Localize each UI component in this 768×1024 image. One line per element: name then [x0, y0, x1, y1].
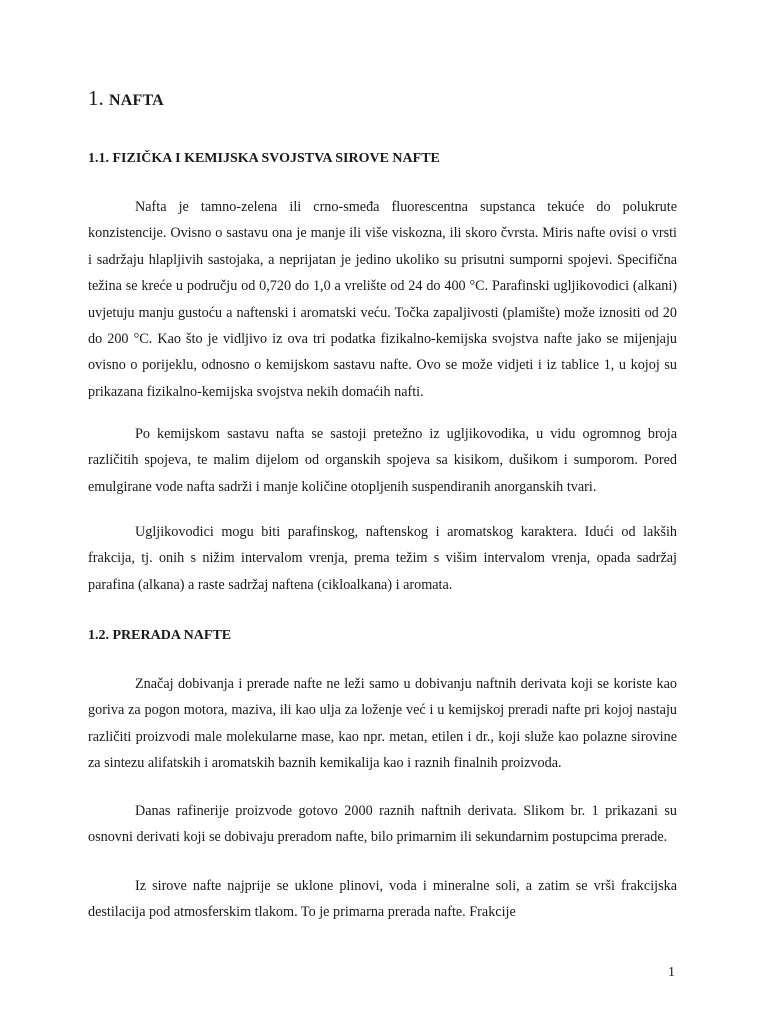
paragraph-1-1-c: Ugljikovodici mogu biti parafinskog, naftenskog i aromatskog karaktera. Idući od lakših frakcija, tj. onih s nižim intervalom vrenja, prema težim s višim intervalom vrenja, opada sadržaj parafina (alkana) a raste sadržaj naftena (cikloalkana) i aromata.	[88, 524, 677, 593]
document-page	[88, 0, 677, 1024]
paragraph-1-2-b: Danas rafinerije proizvode gotovo 2000 raznih naftnih derivata. Slikom br. 1 prikazani su osnovni derivati koji se dobivaju preradom nafte, bilo primarnim ili sekundarnim postupcima prerade.	[88, 803, 677, 846]
page-number: 1	[668, 965, 675, 980]
chapter-name: NAFTA	[109, 92, 164, 109]
chapter-number: 1.	[88, 86, 104, 110]
paragraph-1-2-a: Značaj dobivanja i prerade nafte ne leži samo u dobivanju naftnih derivata koji se koriste kao goriva za pogon motora, maziva, ili kao ulja za loženje već i u kemijskoj preradi nafte pri kojoj nastaju različiti proizvodi male molekularne mase, kao npr. metan, etilen i dr., koji služe kao polazne sirovine za sintezu alifatskih i aromatskih baznih kemikalija kao i raznih finalnih proizvoda.	[88, 676, 677, 772]
section-heading-1-2: 1.2. PRERADA NAFTE	[88, 628, 232, 643]
paragraph-1-1-b: Po kemijskom sastavu nafta se sastoji pretežno iz ugljikovodika, u vidu ogromnog broja različitih spojeva, te malim dijelom od organskih spojeva sa kisikom, dušikom i sumporom. Pored emulgirane vode nafta sadrži i manje količine otopljenih suspendiranih anorganskih tvari.	[88, 426, 677, 495]
chapter-title	[88, 84, 164, 115]
paragraph-1-2-c: Iz sirove nafte najprije se uklone plinovi, voda i mineralne soli, a zatim se vrši frakcijska destilacija pod atmosferskim tlakom. To je primarna prerada nafte. Frakcije	[88, 878, 677, 921]
paragraph-1-1-a: Nafta je tamno-zelena ili crno-smeđa fluorescentna supstanca tekuće do polukrute konzistencije. Ovisno o sastavu ona je manje ili više viskozna, ili skoro čvrsta. Miris nafte ovisi o vrsti i sadržaju hlapljivih sastojaka, a neprijatan je jedino ukoliko su prisutni sumporni spojevi. Specifična težina se kreće u području od 0,720 do 1,0 a vrelište od 24 do 400 °C. Parafinski ugljikovodici (alkani) uvjetuju manju gustoću a naftenski i aromatski veću. Točka zapaljivosti (plamište) može iznositi od 20 do 200 °C. Kao što je vidljivo iz ova tri podatka fizikalno-kemijska svojstva nafte jako se mijenjaju ovisno o porijeklu, odnosno o kemijskom sastavu nafte. Ovo se može vidjeti i iz tablice 1, u kojoj su prikazana fizikalno-kemijska svojstva nekih domaćih nafti.	[88, 199, 677, 400]
section-heading-1-1: 1.1. FIZIČKA I KEMIJSKA SVOJSTVA SIROVE NAFTE	[88, 151, 440, 166]
